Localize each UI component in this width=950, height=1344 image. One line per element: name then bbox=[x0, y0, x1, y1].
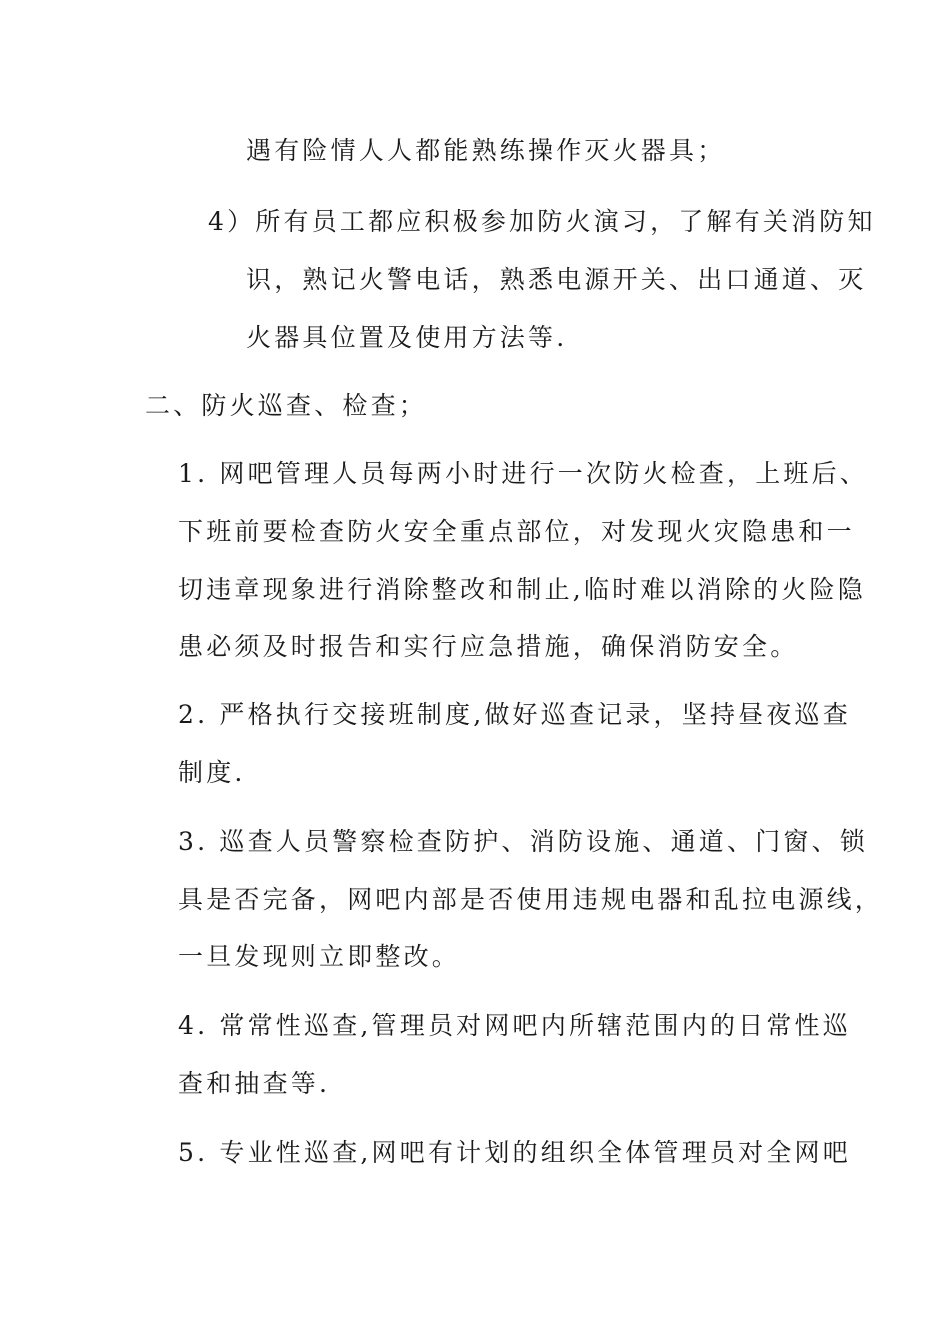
text-line-17: 5. 专业性巡查,网吧有计划的组织全体管理员对全网吧 bbox=[178, 1138, 851, 1167]
text-line-6: 1. 网吧管理人员每两小时进行一次防火检查，上班后、 bbox=[178, 459, 869, 488]
text-line-15: 4. 常常性巡查,管理员对网吧内所辖范围内的日常性巡 bbox=[178, 1011, 851, 1040]
text-line-11: 制度. bbox=[178, 758, 246, 787]
text-line-14: 一旦发现则立即整改。 bbox=[178, 942, 461, 971]
text-line-12: 3. 巡查人员警察检查防护、消防设施、通道、门窗、锁 bbox=[178, 827, 869, 856]
text-line-9: 患必须及时报告和实行应急措施，确保消防安全。 bbox=[178, 632, 799, 661]
text-line-3: 识，熟记火警电话，熟悉电源开关、出口通道、灭 bbox=[246, 265, 867, 294]
text-line-16: 查和抽查等. bbox=[178, 1069, 331, 1098]
section-heading: 二、防火巡查、检查； bbox=[145, 391, 428, 420]
text-line-8: 切违章现象进行消除整改和制止,临时难以消除的火险隐 bbox=[178, 575, 866, 604]
text-line-1: 遇有险情人人都能熟练操作灭火器具； bbox=[246, 136, 726, 165]
text-line-4: 火器具位置及使用方法等. bbox=[246, 323, 568, 352]
text-line-13: 具是否完备，网吧内部是否使用违规电器和乱拉电源线， bbox=[178, 885, 884, 914]
text-line-7: 下班前要检查防火安全重点部位，对发现火灾隐患和一 bbox=[178, 517, 855, 546]
text-line-10: 2. 严格执行交接班制度,做好巡查记录，坚持昼夜巡查 bbox=[178, 700, 851, 729]
text-line-2: 4）所有员工都应积极参加防火演习，了解有关消防知 bbox=[208, 207, 876, 236]
